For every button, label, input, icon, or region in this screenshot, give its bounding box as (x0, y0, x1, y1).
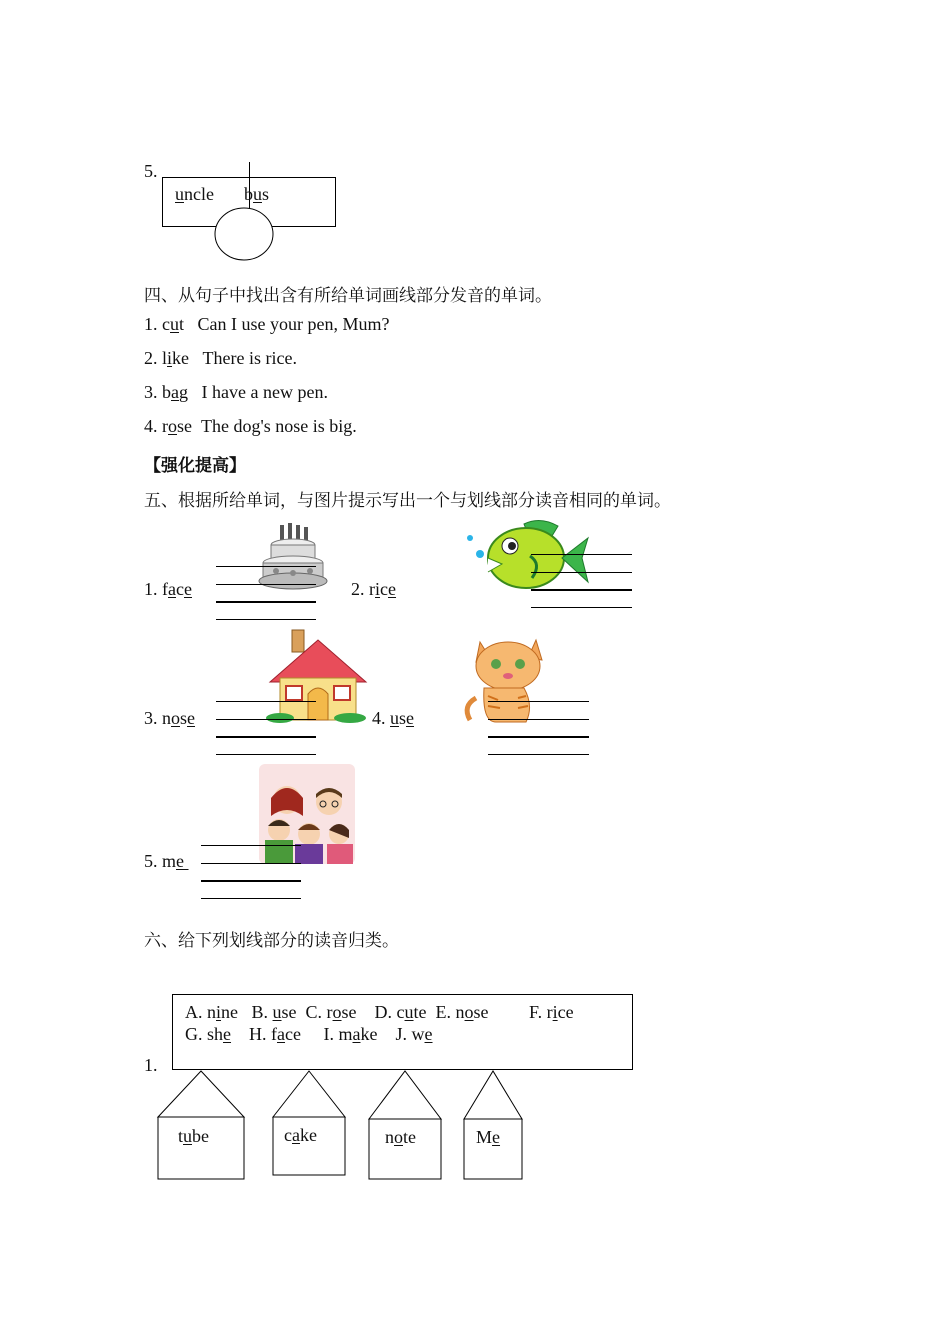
answer-line (201, 845, 301, 846)
house-word: cake (284, 1125, 317, 1145)
options-row: G. she H. face I. make J. we (185, 1024, 433, 1044)
answer-line (531, 607, 632, 608)
answer-line (216, 719, 316, 720)
house-shape (462, 1069, 524, 1181)
answer-line (488, 701, 589, 702)
answer-line (216, 754, 316, 755)
sentence-item: 4. rose The dog's nose is big. (144, 416, 357, 436)
house-picture (268, 628, 368, 724)
answer-line (201, 898, 301, 899)
answer-line (216, 566, 316, 567)
house-word: Me (476, 1127, 501, 1147)
sentence-item: 1. cut Can I use your pen, Mum? (144, 314, 390, 334)
answer-circle (214, 207, 276, 263)
answer-line (488, 754, 589, 755)
answer-line (531, 589, 632, 591)
house-word: tube (178, 1126, 210, 1146)
section-title: 六、给下列划线部分的读音归类。 (144, 931, 399, 951)
section-title: 五、根据所给单词，与图片提示写出一个与划线部分读音相同的单词。 (144, 491, 671, 511)
word-face: 1. face (144, 579, 192, 599)
answer-line (531, 572, 632, 573)
options-row: A. nine B. use C. rose D. cute E. nose F. rice (185, 1002, 574, 1022)
word-bus: bus (244, 184, 270, 204)
answer-line (201, 880, 301, 882)
word-rice: 2. rice (351, 579, 397, 599)
answer-line (216, 601, 316, 603)
word-me: 5. me (144, 851, 185, 871)
answer-line (531, 554, 632, 555)
answer-line (216, 736, 316, 738)
house-shape (367, 1069, 443, 1181)
word-use: 4. use (372, 708, 415, 728)
house-word: note (385, 1127, 416, 1147)
sentence-item: 2. like There is rice. (144, 348, 297, 368)
answer-line (216, 701, 316, 702)
item-number: 1. (144, 1055, 158, 1075)
house-shape (271, 1069, 347, 1177)
answer-line (488, 736, 589, 738)
word-uncle: uncle (175, 184, 214, 204)
answer-line (216, 619, 316, 620)
sentence-item: 3. bag I have a new pen. (144, 382, 328, 402)
answer-line (216, 584, 316, 585)
item-number: 5. (144, 161, 158, 181)
house-shape (156, 1069, 246, 1181)
fish-picture (462, 516, 592, 596)
answer-line (488, 719, 589, 720)
section-heading: 【强化提高】 (144, 456, 246, 476)
word-nose: 3. nose (144, 708, 196, 728)
family-picture (259, 764, 355, 864)
section-title: 四、从句子中找出含有所给单词画线部分发音的单词。 (144, 286, 552, 306)
cat-picture (462, 636, 548, 726)
answer-line (201, 863, 301, 864)
